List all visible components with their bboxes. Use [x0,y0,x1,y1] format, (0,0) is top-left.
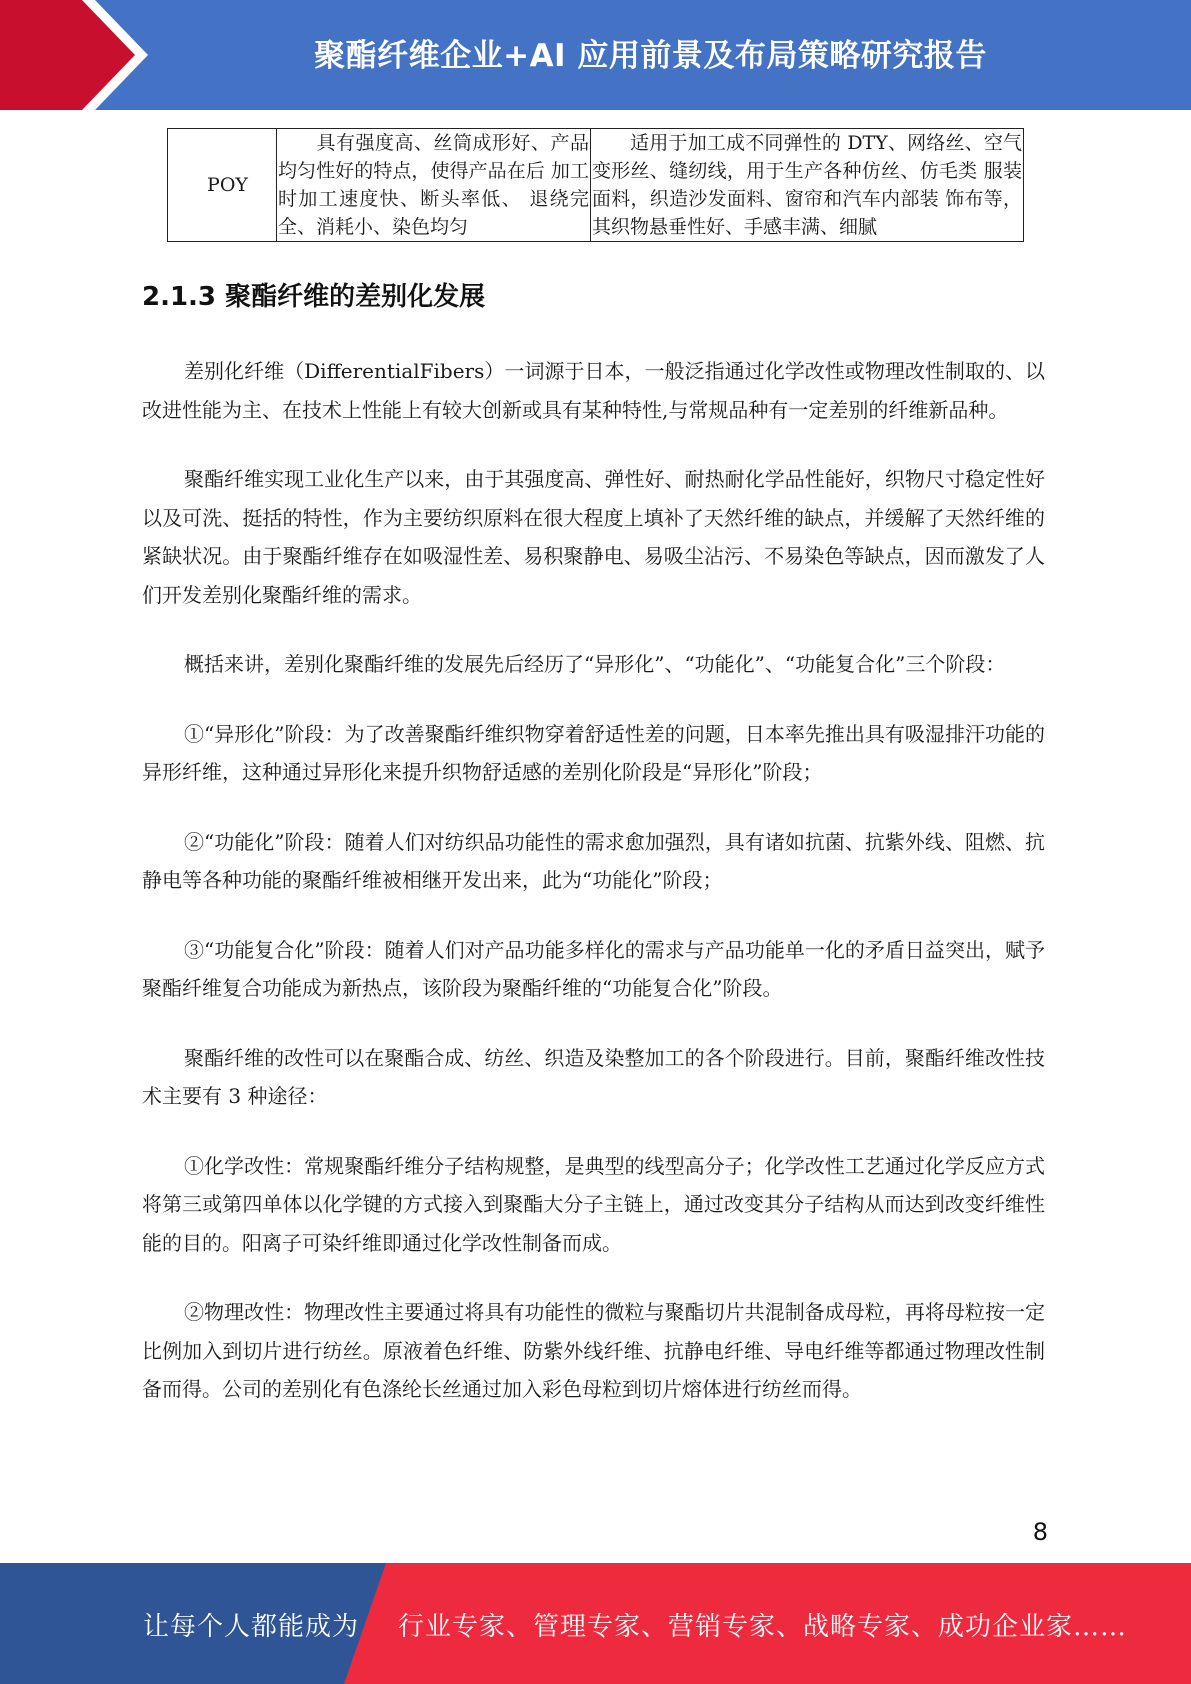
features-text: 具有强度高、丝筒成形好、产品均匀性好的特点，使得产品在后 加工时加工速度快、断头率低、 退绕完全、消耗小、染色均匀 [278,132,589,238]
page-footer [0,1563,1191,1684]
product-type-cell: POY [168,129,277,242]
report-title: 聚酯纤维企业+AI 应用前景及布局策略研究报告 [314,37,987,74]
product-features-cell [277,129,591,242]
paragraph: ①化学改性：常规聚酯纤维分子结构规整，是典型的线型高分子；化学改性工艺通过化学反应方式将第三或第四单体以化学键的方式接入到聚酯大分子主链上，通过改变其分子结构从而达到改变纤维性能的目的。阳离子可染纤维即通过化学改性制备而成。 [142,1153,1045,1255]
product-applications-cell [591,129,1024,242]
page-header [0,0,1191,110]
product-spec-table [167,128,1024,242]
footer-slogan-right: 行业专家、管理专家、营销专家、战略专家、成功企业家…… [398,1612,1128,1642]
section-heading: 2.1.3 聚酯纤维的差别化发展 [142,282,486,312]
paragraph: 聚酯纤维实现工业化生产以来，由于其强度高、弹性好、耐热耐化学品性能好，织物尺寸稳定性好以及可洗、挺括的特性，作为主要纺织原料在很大程度上填补了天然纤维的缺点，并缓解了天然纤维的紧缺状况。由于聚酯纤维存在如吸湿性差、易积聚静电、易吸尘沾污、不易染色等缺点，因而激发了人们开发差别化聚酯纤维的需求。 [142,467,1045,607]
footer-slogan-left: 让每个人都能成为 [143,1612,360,1642]
paragraph: ②物理改性：物理改性主要通过将具有功能性的微粒与聚酯切片共混制备成母粒，再将母粒按一定比例加入到切片进行纺丝。原液着色纤维、防紫外线纤维、抗静电纤维、导电纤维等都通过物理改性制备而得。公司的差别化有色涤纶长丝通过加入彩色母粒到切片熔体进行纺丝而得。 [142,1300,1045,1401]
paragraph: 概括来讲，差别化聚酯纤维的发展先后经历了“异形化”、“功能化”、“功能复合化”三个阶段： [184,652,1006,676]
paragraph: ③“功能复合化”阶段：随着人们对产品功能多样化的需求与产品功能单一化的矛盾日益突出，赋予聚酯纤维复合功能成为新热点，该阶段为聚酯纤维的“功能复合化”阶段。 [142,937,1045,1000]
paragraph: 差别化纤维（DifferentialFibers）一词源于日本，一般泛指通过化学改性或物理改性制取的、以改进性能为主、在技术上性能上有较大创新或具有某种特性,与常规品种有一定差别的纤维新品种。 [142,359,1045,422]
table-row [168,129,1024,242]
paragraph: 聚酯纤维的改性可以在聚酯合成、纺丝、织造及染整加工的各个阶段进行。目前，聚酯纤维改性技术主要有 3 种途径： [142,1045,1045,1108]
body-text [142,352,1045,1440]
page-number: 8 [1032,1518,1048,1546]
header-ribbon-graphic [0,0,160,110]
paragraph: ①“异形化”阶段：为了改善聚酯纤维织物穿着舒适性差的问题，日本率先推出具有吸湿排汗功能的异形纤维，这种通过异形化来提升织物舒适感的差别化阶段是“异形化”阶段； [142,721,1045,784]
applications-text: 适用于加工成不同弹性的 DTY、网络丝、空气变形丝、缝纫线，用于生产各种仿丝、仿毛类 服装面料，织造沙发面料、窗帘和汽车内部装 饰布等，其织物悬垂性好、手感丰满、细腻 [592,132,1022,238]
paragraph: ②“功能化”阶段：随着人们对纺织品功能性的需求愈加强烈，具有诸如抗菌、抗紫外线、阻燃、抗静电等各种功能的聚酯纤维被相继开发出来，此为“功能化”阶段； [142,829,1045,892]
